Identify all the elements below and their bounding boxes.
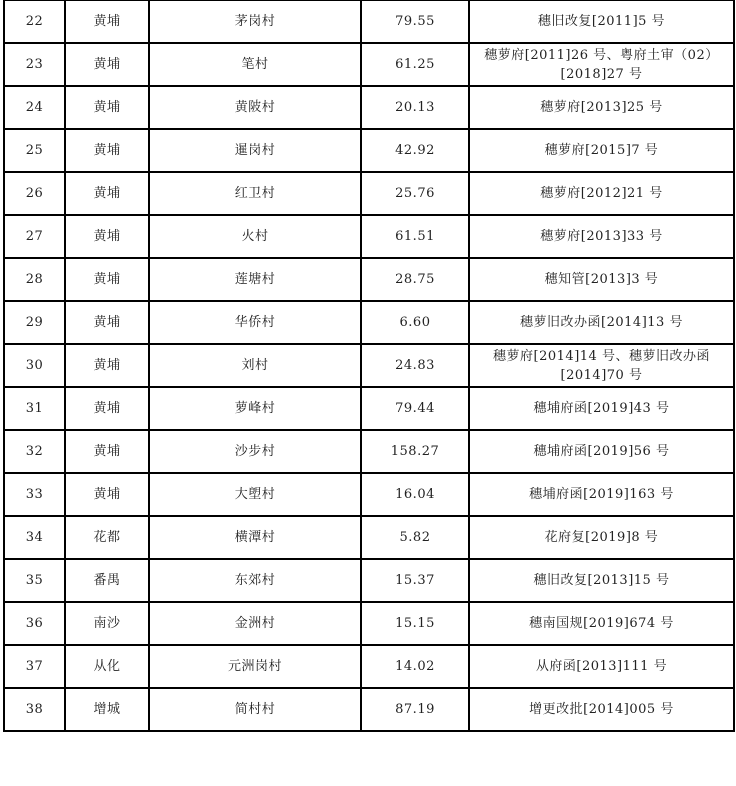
row-number: 29 (4, 301, 65, 344)
area-cell: 16.04 (361, 473, 469, 516)
row-number: 37 (4, 645, 65, 688)
approval-doc-cell: 穗南国规[2019]674 号 (469, 602, 734, 645)
table-row (4, 172, 734, 215)
area-cell: 14.02 (361, 645, 469, 688)
village-cell: 茅岗村 (149, 0, 361, 43)
area-cell: 42.92 (361, 129, 469, 172)
approval-doc-cell: 穗旧改复[2013]15 号 (469, 559, 734, 602)
village-cell: 横潭村 (149, 516, 361, 559)
table-row (4, 688, 734, 731)
row-number: 36 (4, 602, 65, 645)
row-number: 33 (4, 473, 65, 516)
row-number: 35 (4, 559, 65, 602)
district-cell: 黄埔 (65, 344, 149, 387)
approval-doc-cell: 穗萝旧改办函[2014]13 号 (469, 301, 734, 344)
district-cell: 增城 (65, 688, 149, 731)
village-cell: 华侨村 (149, 301, 361, 344)
village-cell: 火村 (149, 215, 361, 258)
district-cell: 黄埔 (65, 258, 149, 301)
row-number: 34 (4, 516, 65, 559)
approval-doc-cell: 穗埔府函[2019]163 号 (469, 473, 734, 516)
table-row (4, 602, 734, 645)
village-cell: 简村村 (149, 688, 361, 731)
table-row (4, 516, 734, 559)
approval-doc-cell: 穗萝府[2014]14 号、穗萝旧改办函[2014]70 号 (469, 344, 734, 387)
district-cell: 黄埔 (65, 215, 149, 258)
table-row (4, 387, 734, 430)
approval-doc-cell: 穗知管[2013]3 号 (469, 258, 734, 301)
village-cell: 红卫村 (149, 172, 361, 215)
row-number: 23 (4, 43, 65, 86)
approval-doc-cell: 穗萝府[2013]25 号 (469, 86, 734, 129)
table-row (4, 301, 734, 344)
district-cell: 黄埔 (65, 172, 149, 215)
district-cell: 黄埔 (65, 387, 149, 430)
district-cell: 南沙 (65, 602, 149, 645)
district-cell: 黄埔 (65, 86, 149, 129)
area-cell: 79.44 (361, 387, 469, 430)
village-cell: 沙步村 (149, 430, 361, 473)
row-number: 31 (4, 387, 65, 430)
table-row (4, 0, 734, 43)
table-row (4, 645, 734, 688)
village-cell: 笔村 (149, 43, 361, 86)
row-number: 38 (4, 688, 65, 731)
district-cell: 黄埔 (65, 430, 149, 473)
village-cell: 萝峰村 (149, 387, 361, 430)
approval-doc-cell: 花府复[2019]8 号 (469, 516, 734, 559)
district-cell: 黄埔 (65, 43, 149, 86)
approval-doc-cell: 增更改批[2014]005 号 (469, 688, 734, 731)
district-cell: 番禺 (65, 559, 149, 602)
approval-doc-cell: 穗埔府函[2019]43 号 (469, 387, 734, 430)
table-row (4, 86, 734, 129)
approval-doc-cell: 从府函[2013]111 号 (469, 645, 734, 688)
table-row (4, 473, 734, 516)
area-cell: 6.60 (361, 301, 469, 344)
district-cell: 黄埔 (65, 129, 149, 172)
table-row (4, 129, 734, 172)
row-number: 28 (4, 258, 65, 301)
table-row (4, 258, 734, 301)
village-cell: 莲塘村 (149, 258, 361, 301)
row-number: 30 (4, 344, 65, 387)
village-renovation-table (3, 0, 735, 732)
district-cell: 黄埔 (65, 473, 149, 516)
area-cell: 87.19 (361, 688, 469, 731)
area-cell: 61.25 (361, 43, 469, 86)
area-cell: 158.27 (361, 430, 469, 473)
village-cell: 金洲村 (149, 602, 361, 645)
village-cell: 刘村 (149, 344, 361, 387)
area-cell: 61.51 (361, 215, 469, 258)
approval-doc-cell: 穗旧改复[2011]5 号 (469, 0, 734, 43)
area-cell: 15.37 (361, 559, 469, 602)
row-number: 22 (4, 0, 65, 43)
district-cell: 黄埔 (65, 0, 149, 43)
district-cell: 从化 (65, 645, 149, 688)
row-number: 24 (4, 86, 65, 129)
table-row (4, 215, 734, 258)
table-row (4, 344, 734, 387)
table-row (4, 559, 734, 602)
village-cell: 元洲岗村 (149, 645, 361, 688)
approval-doc-cell: 穗萝府[2013]33 号 (469, 215, 734, 258)
area-cell: 25.76 (361, 172, 469, 215)
row-number: 27 (4, 215, 65, 258)
row-number: 32 (4, 430, 65, 473)
row-number: 25 (4, 129, 65, 172)
area-cell: 20.13 (361, 86, 469, 129)
area-cell: 28.75 (361, 258, 469, 301)
district-cell: 花都 (65, 516, 149, 559)
area-cell: 24.83 (361, 344, 469, 387)
area-cell: 15.15 (361, 602, 469, 645)
approval-doc-cell: 穗萝府[2012]21 号 (469, 172, 734, 215)
row-number: 26 (4, 172, 65, 215)
village-cell: 暹岗村 (149, 129, 361, 172)
approval-doc-cell: 穗埔府函[2019]56 号 (469, 430, 734, 473)
district-cell: 黄埔 (65, 301, 149, 344)
village-cell: 黄陂村 (149, 86, 361, 129)
village-cell: 东郊村 (149, 559, 361, 602)
table-row (4, 43, 734, 86)
table-row (4, 430, 734, 473)
village-cell: 大塱村 (149, 473, 361, 516)
approval-doc-cell: 穗萝府[2011]26 号、粤府土审（02）[2018]27 号 (469, 43, 734, 86)
area-cell: 5.82 (361, 516, 469, 559)
area-cell: 79.55 (361, 0, 469, 43)
approval-doc-cell: 穗萝府[2015]7 号 (469, 129, 734, 172)
